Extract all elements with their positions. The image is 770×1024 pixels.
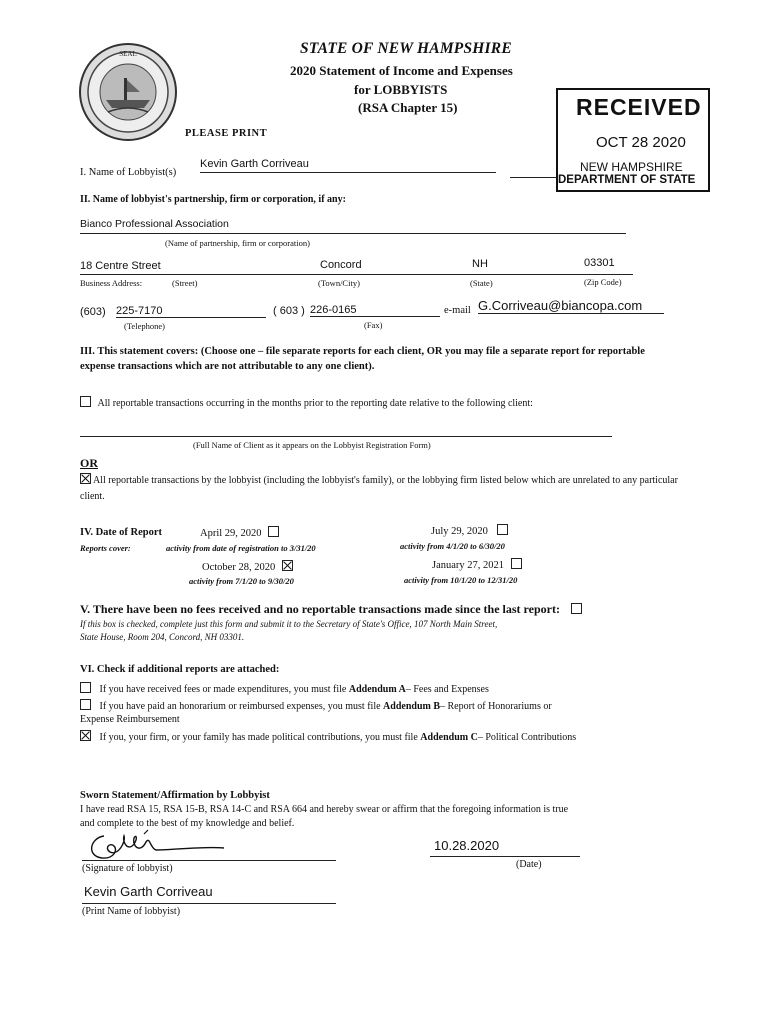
reports-cover-label: Reports cover:	[80, 543, 131, 553]
date-october-cover: activity from 7/1/20 to 9/30/20	[189, 576, 294, 586]
option-no-client-text: All reportable transactions by the lobbyist (including the lobbyist's family), or the lobbying firm listed below which are unrelated to any particular client.	[80, 475, 678, 502]
signature-label: (Signature of lobbyist)	[82, 863, 173, 874]
form-subtitle-2: for LOBBYISTS	[354, 82, 448, 97]
section-4-label: IV. Date of Report	[80, 527, 163, 538]
town-field[interactable]: Concord	[320, 259, 362, 271]
addendum-b-name: Addendum B	[383, 701, 441, 712]
addendum-c-checkbox[interactable]	[80, 730, 91, 741]
addendum-a-text: If you have received fees or made expenditures, you must file	[99, 684, 349, 695]
signature-line[interactable]	[82, 860, 336, 861]
state-label: (State)	[470, 278, 493, 288]
date-april-label: April 29, 2020	[200, 528, 262, 539]
print-name-line	[82, 903, 336, 904]
section-1-label: I. Name of Lobbyist(s)	[80, 167, 177, 178]
date-april-row	[200, 526, 279, 539]
address-rule	[80, 274, 633, 275]
section-5-note-2: State House, Room 204, Concord, NH 03301.	[80, 632, 245, 642]
date-line	[430, 856, 580, 857]
option-no-client-checkbox[interactable]	[80, 473, 91, 484]
zip-label: (Zip Code)	[584, 277, 622, 287]
addendum-b-tail: – Report of Honorariums or	[440, 701, 552, 712]
addendum-a-row	[80, 682, 489, 695]
client-caption: (Full Name of Client as it appears on the Lobbyist Registration Form)	[193, 440, 431, 450]
section-3-block	[80, 344, 680, 374]
addendum-c-tail: – Political Contributions	[477, 732, 577, 743]
date-october-row	[202, 560, 293, 573]
print-name-label: (Print Name of lobbyist)	[82, 906, 181, 917]
print-name-value[interactable]: Kevin Garth Corriveau	[84, 884, 213, 899]
form-subtitle: 2020 Statement of Income and Expenses	[290, 63, 513, 78]
form-subtitle-3: (RSA Chapter 15)	[358, 100, 458, 115]
date-january-row	[432, 558, 522, 571]
section-3-instruction: (Choose one – file separate reports for each client, OR you may file a separate report for reportable expense transactions which are not attributable to any one client).	[80, 346, 645, 372]
stamp-line1: NEW HAMPSHIRE	[580, 160, 683, 174]
email-label: e-mail	[444, 305, 471, 316]
addendum-c-row	[80, 730, 576, 743]
date-april-checkbox[interactable]	[268, 526, 279, 537]
lobbyist-name-field[interactable]: Kevin Garth Corriveau	[200, 158, 496, 173]
date-july-label: July 29, 2020	[431, 526, 488, 537]
firm-caption: (Name of partnership, firm or corporation)	[165, 238, 310, 248]
date-january-label: January 27, 2021	[432, 560, 505, 571]
addendum-c-text: If you, your firm, or your family has made political contributions, you must file	[99, 732, 421, 743]
addendum-a-tail: – Fees and Expenses	[405, 684, 489, 695]
section-5-checkbox[interactable]	[571, 603, 582, 614]
date-july-checkbox[interactable]	[497, 524, 508, 535]
option-no-client-row	[80, 473, 680, 505]
svg-text:SEAL: SEAL	[119, 50, 137, 58]
telephone-label: (Telephone)	[124, 321, 165, 331]
or-label: OR	[80, 456, 98, 470]
state-seal-icon	[78, 42, 178, 142]
date-april-cover: activity from date of registration to 3/31/20	[166, 543, 316, 553]
section-5-label: V. There have been no fees received and no reportable transactions made since the last report:	[80, 602, 560, 616]
email-field[interactable]: G.Corriveau@biancopa.com	[478, 298, 664, 314]
form-title: STATE OF NEW HAMPSHIRE	[300, 40, 512, 57]
section-2-label: II. Name of lobbyist's partnership, firm or corporation, if any:	[80, 194, 346, 205]
section-3-label: III. This statement covers:	[80, 346, 199, 357]
date-july-row	[431, 524, 508, 537]
date-october-checkbox[interactable]	[282, 560, 293, 571]
addendum-b-text: If you have paid an honorarium or reimbursed expenses, you must file	[99, 701, 384, 712]
received-stamp	[556, 88, 710, 192]
addendum-b-row	[80, 699, 552, 712]
addendum-a-checkbox[interactable]	[80, 682, 91, 693]
street-label: (Street)	[172, 278, 198, 288]
stamp-date: OCT 28 2020	[596, 134, 686, 151]
addendum-a-name: Addendum A	[348, 684, 406, 695]
stamp-rule	[510, 177, 556, 178]
option-client-checkbox[interactable]	[80, 396, 91, 407]
town-label: (Town/City)	[318, 278, 360, 288]
tel-area: (603)	[80, 306, 106, 318]
date-january-checkbox[interactable]	[511, 558, 522, 569]
sworn-heading: Sworn Statement/Affirmation by Lobbyist	[80, 790, 270, 801]
option-client-text: All reportable transactions occurring in the months prior to the reporting date relative to the following client:	[97, 398, 533, 409]
date-value[interactable]: 10.28.2020	[434, 838, 500, 853]
date-january-cover: activity from 10/1/20 to 12/31/20	[404, 575, 518, 585]
stamp-received: RECEIVED	[576, 94, 702, 120]
fax-field[interactable]: 226-0165	[310, 304, 440, 317]
sworn-text-1: I have read RSA 15, RSA 15-B, RSA 14-C and RSA 664 and hereby swear or affirm that the foregoing information is true	[80, 804, 569, 815]
addendum-b-checkbox[interactable]	[80, 699, 91, 710]
stamp-line2: DEPARTMENT OF STATE	[558, 174, 696, 186]
option-client-row	[80, 396, 533, 409]
state-field[interactable]: NH	[472, 258, 488, 270]
firm-name-field[interactable]: Bianco Professional Association	[80, 218, 626, 234]
sworn-text-2: and complete to the best of my knowledge and belief.	[80, 818, 295, 829]
client-name-line[interactable]	[80, 436, 612, 437]
section-5-note-1: If this box is checked, complete just this form and submit it to the Secretary of State's Office, 107 North Main Street,	[80, 619, 498, 629]
section-6-label: VI. Check if additional reports are attached:	[80, 664, 280, 675]
please-print-label: PLEASE PRINT	[185, 128, 268, 139]
zip-field[interactable]: 03301	[584, 257, 615, 269]
fax-label: (Fax)	[364, 320, 383, 330]
addendum-b-cont: Expense Reimbursement	[80, 714, 180, 725]
addendum-c-name: Addendum C	[420, 732, 478, 743]
date-label: (Date)	[516, 859, 542, 870]
fax-area: ( 603 )	[273, 305, 305, 317]
date-october-label: October 28, 2020	[202, 562, 276, 573]
business-address-label: Business Address:	[80, 278, 143, 288]
street-field[interactable]: 18 Centre Street	[80, 260, 161, 272]
section-5-row	[80, 602, 582, 617]
signature-image	[84, 828, 234, 862]
date-july-cover: activity from 4/1/20 to 6/30/20	[400, 541, 505, 551]
telephone-field[interactable]: 225-7170	[116, 305, 266, 318]
